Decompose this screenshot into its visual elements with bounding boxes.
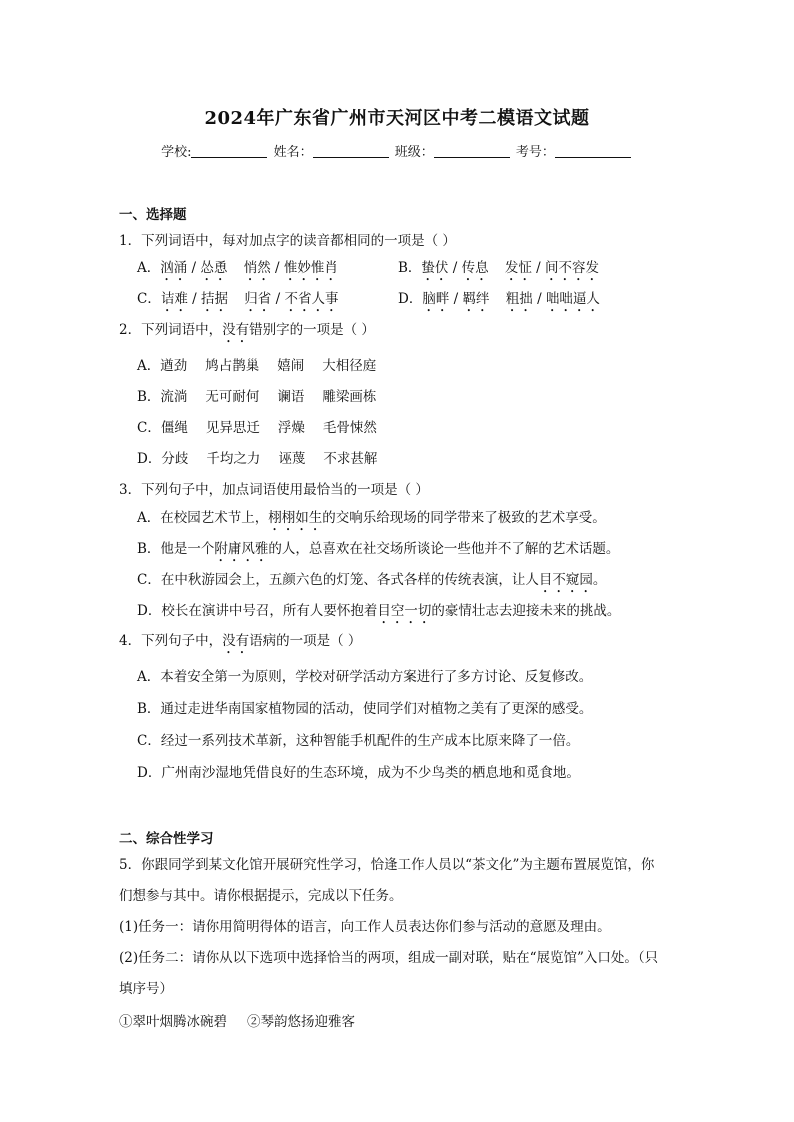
q4-stem: 4．下列句子中，没有语病的一项是（ ） <box>119 633 362 649</box>
q2-stem: 2．下列词语中，没有错别字的一项是（ ） <box>119 322 375 338</box>
name-blank[interactable] <box>313 145 389 158</box>
q4-option-d: D．广州南沙湿地凭借良好的生态环境，成为不少鸟类的栖息地和觅食地。 <box>137 765 580 781</box>
q5-task2-line1: (2)任务二：请你从以下选项中选择恰当的两项，组成一副对联，贴在“展览馆”入口处。（只 <box>119 950 659 966</box>
q1-stem: 1．下列词语中，每对加点字的读音都相同的一项是（ ） <box>119 233 456 249</box>
q5-stem-line1: 5．你跟同学到某文化馆开展研究性学习，恰逢工作人员以“茶文化”为主题布置展览馆，你 <box>119 857 655 873</box>
q1-option-c: C．诘难 / 拮据 归省 / 不省人事 <box>137 291 339 307</box>
q5-option-1: ①翠叶烟腾冰碗碧 <box>119 1014 227 1030</box>
class-label: 班级： <box>394 145 434 160</box>
q2-option-a: A．遒劲 鸠占鹊巢 嬉闹 大相径庭 <box>137 358 377 374</box>
section-heading-comprehensive: 二、综合性学习 <box>119 831 214 847</box>
q5-task2-line2: 填序号） <box>119 981 173 997</box>
section-heading-choice: 一、选择题 <box>119 207 187 223</box>
q2-option-b: B．流淌 无可耐何 谰语 雕梁画栋 <box>137 389 377 405</box>
q4-option-a: A．本着安全第一为原则，学校对研学活动方案进行了多方讨论、反复修改。 <box>137 669 593 685</box>
q1-option-b: B．蛰伏 / 传息 发怔 / 间不容发 <box>398 260 600 276</box>
q3-option-a: A．在校园艺术节上，栩栩如生的交响乐给现场的同学带来了极致的艺术享受。 <box>137 510 606 526</box>
q4-option-c: C．经过一系列技术革新，这种智能手机配件的生产成本比原来降了一倍。 <box>137 733 580 749</box>
student-info-line <box>0 141 794 160</box>
school-blank[interactable] <box>191 145 267 158</box>
q3-option-d: D．校长在演讲中号召，所有人要怀抱着目空一切的豪情壮志去迎接未来的挑战。 <box>137 603 621 619</box>
school-label: 学校: <box>161 145 192 160</box>
q1-option-d: D．脑畔 / 羁绊 粗拙 / 咄咄逼人 <box>398 291 600 307</box>
page-title: 2024年广东省广州市天河区中考二模语文试题 <box>204 108 590 129</box>
class-blank[interactable] <box>434 145 510 158</box>
q1-option-a: A．汹涌 / 怂恿 悄然 / 惟妙惟肖 <box>137 260 338 276</box>
q5-options <box>119 1010 355 1030</box>
q5-stem-line2: 们想参与其中。请你根据提示，完成以下任务。 <box>119 888 403 904</box>
q4-option-b: B．通过走进华南国家植物园的活动，使同学们对植物之美有了更深的感受。 <box>137 701 593 717</box>
q5-task1: (1)任务一：请你用简明得体的语言，向工作人员表达你们参与活动的意愿及理由。 <box>119 919 611 935</box>
q2-option-c: C．僵绳 见异思迁 浮燥 毛骨悚然 <box>137 420 377 436</box>
exam-no-label: 考号： <box>515 145 555 160</box>
q2-option-d: D．分歧 千均之力 诬蔑 不求甚解 <box>137 451 378 467</box>
q5-option-2: ②琴韵悠扬迎雅客 <box>247 1014 355 1030</box>
exam-no-blank[interactable] <box>555 145 631 158</box>
q3-stem: 3．下列句子中，加点词语使用最恰当的一项是（ ） <box>119 482 429 498</box>
q3-option-b: B．他是一个附庸风雅的人，总喜欢在社交场所谈论一些他并不了解的艺术话题。 <box>137 541 620 557</box>
q3-option-c: C．在中秋游园会上，五颜六色的灯笼、各式各样的传统表演，让人目不窥园。 <box>137 572 607 588</box>
name-label: 姓名： <box>273 145 313 160</box>
